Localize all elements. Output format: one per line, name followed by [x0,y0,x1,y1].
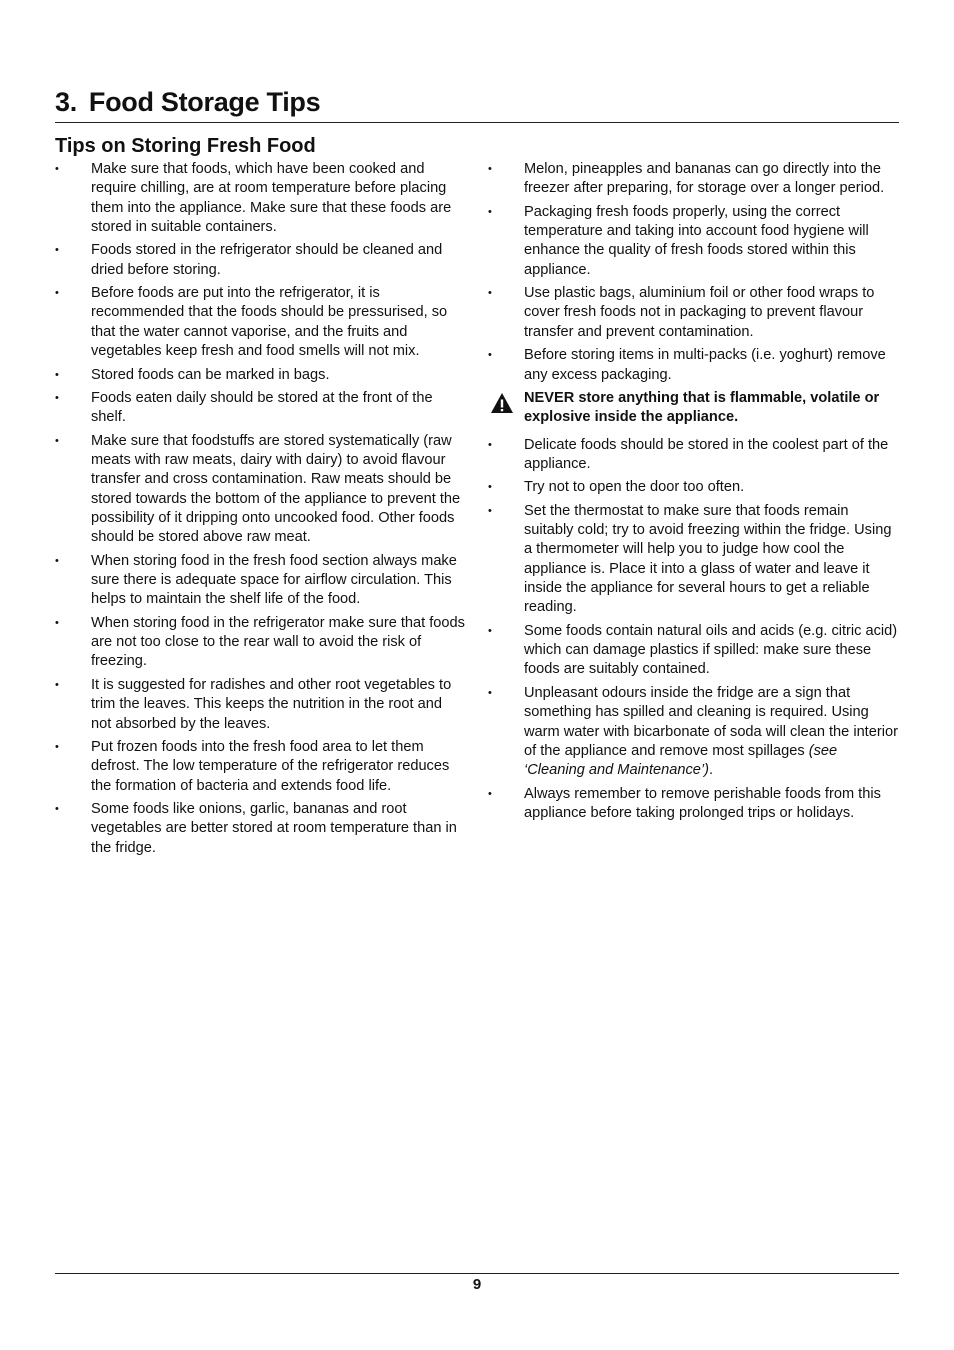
list-item [55,432,465,548]
bullet-marker: • [55,616,59,629]
list-item-text: When storing food in the refrigerator make sure that foods are not too close to the rear wall to avoid the risk of freezing. [91,614,465,670]
list-item [488,436,899,475]
left-tips-list [55,160,465,858]
list-item-text: Use plastic bags, aluminium foil or other food wraps to cover fresh foods not in packaging to prevent flavour transfer and prevent contamination. [524,285,875,340]
list-item [55,389,465,428]
list-item-text: Some foods like onions, garlic, bananas and root vegetables are better stored at room temperature than in the fridge. [91,801,457,856]
list-item [55,366,465,385]
bullet-marker: • [55,434,59,447]
list-item [488,346,899,385]
list-item-text: Foods stored in the refrigerator should be cleaned and dried before storing. [91,242,443,278]
bullet-marker: • [55,163,59,175]
list-item: • Always remember to remove perishable foods from this appliance before taking prolonged trips or holidays. [488,785,881,821]
list-item-text: When storing food in the fresh food section always make sure there is adequate space for airflow circulation. This helps to maintain the shelf life of the food. [91,552,457,608]
list-item [488,502,899,618]
bullet-marker: • [488,624,492,637]
list-item-text: Set the thermostat to make sure that foods remain suitably cold; try to avoid freezing within the fridge. Using a thermometer will help you to judge how cool the appliance is. Place it into a glass of water and leave it inside the appliance for several hours to get a reliable reading. [524,502,892,616]
bullet-marker: • [488,504,492,517]
list-item [488,284,899,342]
bullet-marker: • [488,349,492,362]
page-title-text: Food Storage Tips [88,87,321,117]
list-item [55,800,465,858]
right-tips-list-top [488,160,899,385]
list-item [55,552,465,610]
list-item-text: Packaging fresh foods properly, using the correct temperature and taking into account food hygiene will enhance the quality of fresh foods stored within this appliance. [524,203,869,278]
right-tips-list-bottom [488,436,899,680]
list-item-text: Unpleasant odours inside the fridge are a sign that something has spilled and cleaning is required. Using warm water with bicarbonate of soda will clean the interior of the appliance and remove most spillages [524,684,898,759]
bullet-marker: • [55,392,59,405]
list-item [55,738,465,796]
list-item: • Unpleasant odours inside the fridge are a sign that something has spilled and cleaning is required. Using warm water with bicarbonate of soda will clean the interior of the appliance and remove most spillages (see ‘Cleaning and Maintenance’). [488,684,898,779]
bullet-marker: • [55,678,59,691]
bullet-marker: • [488,163,492,175]
list-item [55,284,465,361]
page-number: 9 [472,1276,482,1293]
list-item-text: Some foods contain natural oils and acids (e.g. citric acid) which can damage plastics if spilled: make sure these foods are suitably contained. [524,622,898,678]
bullet-marker: • [55,741,59,753]
list-item [488,622,899,680]
warning-text: NEVER store anything that is flammable, volatile or explosive inside the appliance. [524,390,880,426]
list-item-text: Make sure that foodstuffs are stored systematically (raw meats with raw meats, dairy with dairy) to avoid flavour transfer and cross contamination. Raw meats should be stored towards the bottom of the appliance to prevent the possibility of it dripping onto uncooked food. Other foods should be stored above raw meat. [91,432,461,546]
warning-triangle-icon [490,392,514,414]
list-item-text: It is suggested for radishes and other root vegetables to trim the leaves. This keeps the nutrition in the root and not absorbed by the leaves. [91,676,452,732]
left-column [55,160,465,862]
list-item [488,160,899,199]
bullet-marker: • [55,554,59,567]
bullet-marker: • [55,244,59,257]
bullet-marker: • [55,803,59,816]
list-item-text: Before storing items in multi-packs (i.e. yoghurt) remove any excess packaging. [524,347,886,383]
cross-reference: (see ‘Cleaning and Maintenance’) [524,742,838,779]
list-item-text: Foods eaten daily should be stored at the front of the shelf. [91,390,433,426]
bullet-marker: • [55,368,59,381]
bullet-marker: • [488,287,492,300]
bullet-marker: • [488,438,492,451]
list-item-text: Before foods are put into the refrigerator, it is recommended that the foods should be pressurised, so that the water cannot vaporise, and the fruits and vegetables keep fresh and food smells will not mix. [91,285,448,360]
warning-notice [488,389,899,428]
title-divider [55,122,899,123]
section-heading: Tips on Storing Fresh Food [55,135,316,157]
list-item-text: Delicate foods should be stored in the coolest part of the appliance. [524,436,889,472]
list-item [488,203,899,280]
section-number: 3. [55,87,77,117]
bullet-marker: • [55,287,59,300]
list-item-text: Put frozen foods into the fresh food area to let them defrost. The low temperature of the refrigerator reduces the formation of bacteria and extends food life. [91,739,450,794]
list-item [488,478,899,497]
right-column [488,160,899,827]
bullet-marker: • [488,205,492,218]
bullet-marker: • [488,481,492,494]
list-item [55,160,465,237]
list-item [55,676,465,734]
footer-divider [55,1273,899,1274]
list-item-text: Melon, pineapples and bananas can go directly into the freezer after preparing, for storage over a longer period. [524,161,885,197]
list-item [55,241,465,280]
list-item-text: Stored foods can be marked in bags. [91,366,330,383]
list-item-text: Make sure that foods, which have been cooked and require chilling, are at room temperature before placing them into the appliance. Make sure that these foods are stored in suitable containers. [91,161,452,235]
list-item-text: Try not to open the door too often. [524,479,745,496]
page-title [55,84,320,120]
list-item [55,614,465,672]
list-item-text: Always remember to remove perishable foods from this appliance before taking prolonged trips or holidays. [524,785,881,821]
right-tips-list-end [488,684,899,823]
